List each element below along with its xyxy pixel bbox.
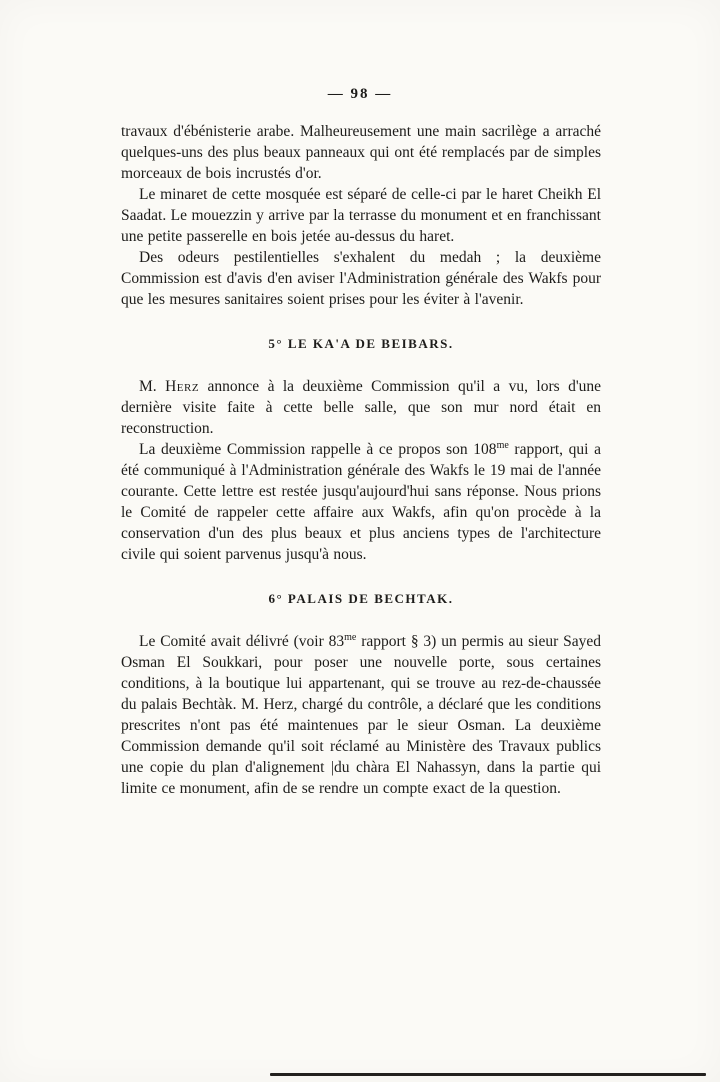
paragraph	[121, 121, 601, 184]
text-run-smallcaps: Herz	[165, 378, 200, 395]
paragraph	[121, 184, 601, 247]
text-run: rapport § 3) un permis au sieur Sayed Osman El Soukkari, pour poser une nouvelle porte, sous certaines conditions, à la boutique lui appartenant, qui se trouve au rez-de-chaussée du palais Bechtàk. M. Herz, chargé du contrôle, a déclaré que les conditions prescrites n'ont pas été maintenues par le sieur Osman. La deuxième Commission demande qu'il soit réclamé au Ministère des Travaux publics une copie du plan d'alignement |du chàra El Nahassyn, dans la partie qui limite ce monument, afin de se rendre un compte exact de la question.	[121, 633, 601, 797]
text-run-sup: me	[496, 439, 509, 451]
text-run: M.	[139, 378, 166, 395]
text-run: Le minaret de cette mosquée est séparé de celle-ci par le haret Cheikh El Saadat. Le mouezzin y arrive par la terrasse du monument et en franchissant une petite passerelle en bois jetée au-dessus du haret.	[121, 186, 601, 245]
paragraph	[121, 439, 601, 565]
text-block	[121, 121, 601, 799]
text-run: La deuxième Commission rappelle à ce propos son 108	[139, 441, 497, 458]
page-number: — 98 —	[327, 86, 393, 102]
text-run: travaux d'ébénisterie arabe. Malheureusement une main sacrilège a arraché quelques-uns des plus beaux panneaux qui ont été remplacés par de simples morceaux de bois incrustés d'or.	[121, 123, 601, 182]
text-run: Le Comité avait délivré (voir 83	[139, 633, 345, 650]
section-heading: 6° PALAIS DE BECHTAK.	[268, 591, 454, 606]
text-run: Des odeurs pestilentielles s'exhalent du medah ; la deuxième Commission est d'avis d'en aviser l'Administration générale des Wakfs pour que les mesures sanitaires soient prises pour les éviter à l'avenir.	[121, 249, 601, 308]
text-run: annonce à la deuxième Commission qu'il a vu, lors d'une dernière visite faite à cette belle salle, que son mur nord était en reconstruction.	[121, 378, 601, 437]
section-heading: 5° LE KA'A DE BEIBARS.	[268, 336, 454, 351]
text-run: rapport, qui a été communiqué à l'Administration générale des Wakfs le 19 mai de l'année courante. Cette lettre est restée jusqu'aujourd'hui sans réponse. Nous prions le Comité de rappeler cette affaire aux Wakfs, afin qu'on procède à la conservation d'un des plus beaux et plus anciens types de l'architecture civile qui soient parvenus jusqu'à nous.	[121, 441, 601, 563]
paragraph	[121, 376, 601, 439]
paragraph	[121, 247, 601, 310]
text-run-sup: me	[344, 631, 357, 643]
paragraph	[121, 631, 601, 799]
scan-edge-artifact	[270, 1073, 706, 1076]
